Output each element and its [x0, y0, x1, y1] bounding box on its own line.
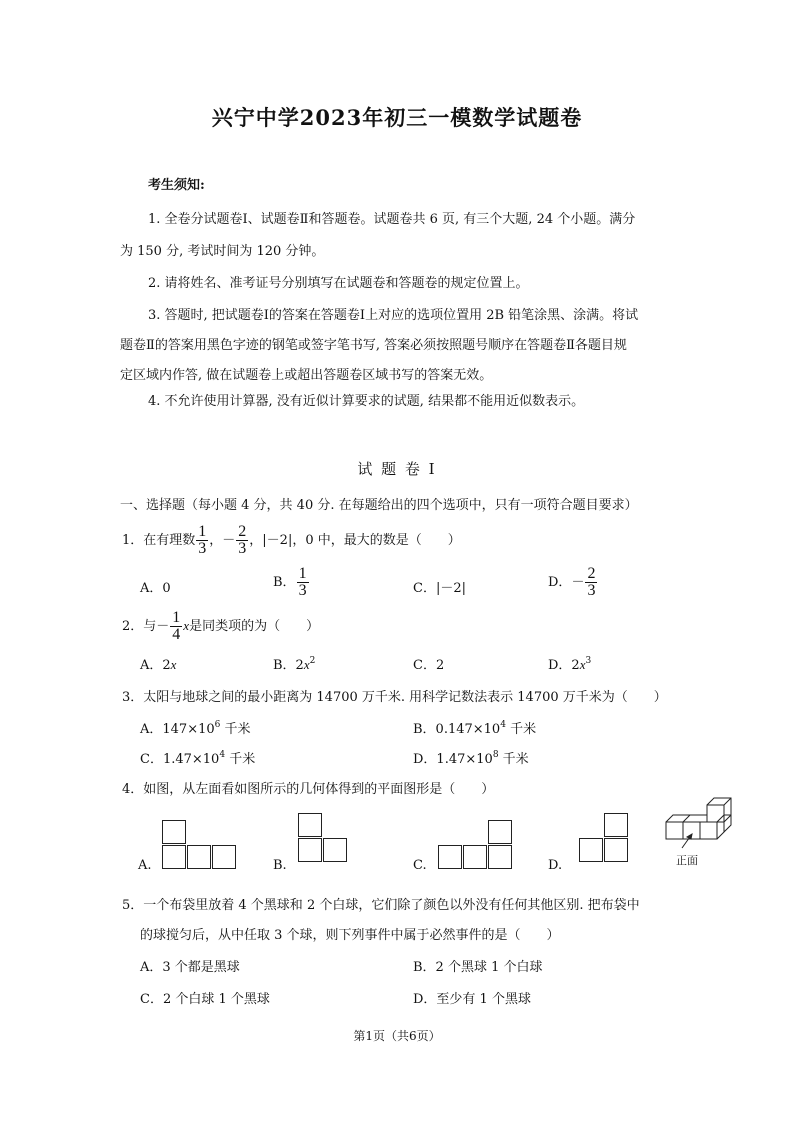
notice-line: 4. 不允许使用计算器, 没有近似计算要求的试题, 结果都不能用近似数表示。: [148, 394, 585, 409]
q3-option-c: C．$1.47\times 10^4$ 千米: [140, 750, 256, 767]
fraction: $\frac{1}{3}$: [298, 565, 307, 599]
q4-3d-figure: [660, 790, 750, 850]
q5-option-b: B．2 个黑球 1 个白球: [413, 960, 543, 975]
q1-stem-end: ，|－2|，0 中，最大的数是（ ）: [249, 533, 461, 548]
q3-option-b: B．$0.147\times 10^4$ 千米: [413, 720, 537, 737]
q5-option-a: A．3 个都是黑球: [140, 960, 240, 975]
notice-line: 为 150 分, 考试时间为 120 分钟。: [120, 244, 325, 259]
q1-option-c: C．|－2|: [413, 581, 466, 596]
fraction: $\frac{1}{4}$: [172, 609, 181, 643]
notice-line: 题卷Ⅱ的答案用黑色字迹的钢笔或签字笔书写, 答案必须按照题号顺序在答题卷Ⅱ各题目规: [120, 338, 627, 353]
section-title: 试 题 卷 Ⅰ: [357, 460, 437, 478]
question-5: 5．一个布袋里放着 4 个黑球和 2 个白球，它们除了颜色以外没有任何其他区别. 把布袋中: [122, 898, 640, 913]
notice-line: 2. 请将姓名、准考证号分别填写在试题卷和答题卷的规定位置上。: [148, 276, 529, 291]
q1-option-b: B． $\frac{1}{3}$: [273, 565, 307, 599]
notice-heading: 考生须知:: [148, 178, 205, 193]
q4-option-c: C.: [413, 858, 427, 873]
q5-option-d: D．至少有 1 个黑球: [413, 992, 531, 1007]
q5-option-c: C．2 个白球 1 个黑球: [140, 992, 270, 1007]
notice-line: 定区域内作答, 做在试题卷上或超出答题卷区域书写的答案无效。: [120, 368, 493, 383]
question-4: 4．如图，从左面看如图所示的几何体得到的平面图形是（ ）: [122, 782, 495, 797]
q2-option-b: B．$2x^2$: [273, 656, 316, 673]
q1-option-a: A．0: [140, 581, 171, 596]
question-3: 3．太阳与地球之间的最小距离为 14700 万千米. 用科学记数法表示 14700 万千米为（ ）: [122, 690, 667, 705]
q2-option-d: D．$2x^3$: [548, 656, 592, 673]
notice-line: 1. 全卷分试题卷Ⅰ、试题卷Ⅱ和答题卷。试题卷共 6 页, 有三个大题, 24 个小题。满分: [148, 212, 636, 227]
q1-option-d: D．－ $\frac{2}{3}$: [548, 565, 596, 599]
fraction: $\frac{1}{3}$: [198, 523, 207, 557]
q2-option-a: A．2x: [140, 657, 177, 673]
q3-option-d: D．$1.47\times 10^8$ 千米: [413, 750, 529, 767]
q3-option-a: A．$147\times 10^6$ 千米: [140, 720, 251, 737]
question-2: 2．与－ $\frac{1}{4}$ x是同类项的为（ ）: [122, 609, 320, 643]
page-footer: 第1页（共6页）: [353, 1029, 441, 1043]
page-title: 兴宁中学2023年初三一模数学试题卷: [211, 105, 583, 130]
question-1: 1．在有理数 $\frac{1}{3}$ ，－ $\frac{2}{3}$ ，|－2|，0 中，最大的数是（ ）: [122, 523, 461, 557]
q1-stem: 1．在有理数: [122, 533, 196, 548]
q4-option-d: D.: [548, 858, 563, 873]
q4-option-a: A.: [138, 858, 152, 873]
section-instructions: 一、选择题（每小题 4 分，共 40 分. 在每题给出的四个选项中，只有一项符合题目要求）: [120, 498, 638, 513]
fraction: $\frac{2}{3}$: [587, 565, 596, 599]
fraction: $\frac{2}{3}$: [238, 523, 247, 557]
notice-line: 3. 答题时, 把试题卷Ⅰ的答案在答题卷Ⅰ上对应的选项位置用 2B 铅笔涂黑、涂满。将试: [148, 308, 639, 323]
q2-option-c: C．2: [413, 658, 445, 673]
q4-option-b: B.: [273, 858, 287, 873]
question-5-cont: 的球搅匀后，从中任取 3 个球，则下列事件中属于必然事件的是（ ）: [140, 928, 560, 943]
front-view-label: 正面: [676, 854, 698, 867]
